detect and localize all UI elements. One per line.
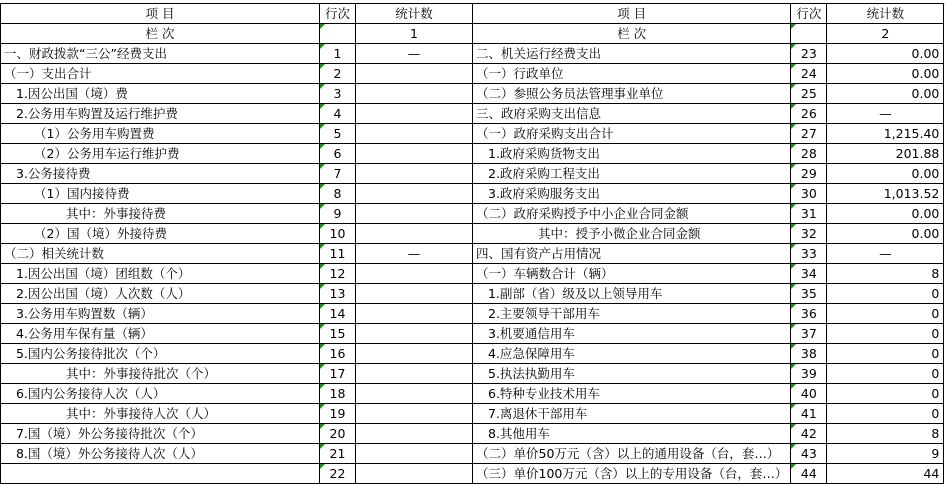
left-row-number: 3	[320, 84, 356, 104]
right-item-name: 3.政府采购服务支出	[473, 184, 791, 204]
right-stat-value: 0	[827, 344, 944, 364]
left-item-name: 3.公务接待费	[1, 164, 320, 184]
left-stat-value	[356, 384, 473, 404]
left-row-number: 16	[320, 344, 356, 364]
header-stat-right: 统计数	[827, 4, 944, 24]
right-row-number: 30	[791, 184, 827, 204]
right-stat-value: 44	[827, 464, 944, 484]
table-row	[1, 364, 944, 384]
left-row-number: 12	[320, 264, 356, 284]
right-row-number: 34	[791, 264, 827, 284]
left-item-name	[1, 464, 320, 484]
right-item-name: （一）行政单位	[473, 64, 791, 84]
right-row-number: 29	[791, 164, 827, 184]
left-item-name: 其中：外事接待人次（人）	[1, 404, 320, 424]
right-row-number: 27	[791, 124, 827, 144]
col-label-left: 栏 次	[1, 24, 320, 44]
left-stat-value: —	[356, 244, 473, 264]
right-row-number: 23	[791, 44, 827, 64]
left-item-name: （1）国内接待费	[1, 184, 320, 204]
table-row	[1, 324, 944, 344]
left-item-name: 1.因公出国（境）团组数（个）	[1, 264, 320, 284]
right-item-name: （二）参照公务员法管理事业单位	[473, 84, 791, 104]
left-row-number: 9	[320, 204, 356, 224]
col-index-left: 1	[356, 24, 473, 44]
left-row-number: 6	[320, 144, 356, 164]
left-row-number: 7	[320, 164, 356, 184]
left-row-number: 5	[320, 124, 356, 144]
table-row	[1, 404, 944, 424]
col-index-rowno-right	[791, 24, 827, 44]
left-item-name: 其中：外事接待费	[1, 204, 320, 224]
header-item-left: 项 目	[1, 4, 320, 24]
left-item-name: 1.因公出国（境）费	[1, 84, 320, 104]
left-stat-value	[356, 424, 473, 444]
table-row	[1, 344, 944, 364]
right-row-number: 26	[791, 104, 827, 124]
left-row-number: 10	[320, 224, 356, 244]
header-item-right: 项 目	[473, 4, 791, 24]
right-item-name: 6.特种专业技术用车	[473, 384, 791, 404]
left-stat-value	[356, 404, 473, 424]
table-row	[1, 224, 944, 244]
right-item-name: 7.离退休干部用车	[473, 404, 791, 424]
right-stat-value: 8	[827, 424, 944, 444]
table-row	[1, 304, 944, 324]
table-row	[1, 384, 944, 404]
left-item-name: 4.公务用车保有量（辆）	[1, 324, 320, 344]
right-row-number: 44	[791, 464, 827, 484]
left-stat-value	[356, 64, 473, 84]
right-row-number: 40	[791, 384, 827, 404]
left-row-number: 2	[320, 64, 356, 84]
right-stat-value: 0.00	[827, 84, 944, 104]
right-row-number: 32	[791, 224, 827, 244]
left-stat-value	[356, 124, 473, 144]
left-stat-value: —	[356, 44, 473, 64]
left-row-number: 13	[320, 284, 356, 304]
left-item-name: （2）公务用车运行维护费	[1, 144, 320, 164]
col-index-rowno-left	[320, 24, 356, 44]
right-item-name: （二）单价50万元（含）以上的通用设备（台，套…）	[473, 444, 791, 464]
right-row-number: 25	[791, 84, 827, 104]
left-item-name: （一）支出合计	[1, 64, 320, 84]
table-row	[1, 444, 944, 464]
right-item-name: 四、国有资产占用情况	[473, 244, 791, 264]
table-row	[1, 244, 944, 264]
right-item-name: （三）单价100万元（含）以上的专用设备（台，套…）	[473, 464, 791, 484]
right-item-name: 1.政府采购货物支出	[473, 144, 791, 164]
left-row-number: 17	[320, 364, 356, 384]
left-item-name: 7.国（境）外公务接待批次（个）	[1, 424, 320, 444]
right-row-number: 39	[791, 364, 827, 384]
header-rowno-right: 行次	[791, 4, 827, 24]
right-row-number: 41	[791, 404, 827, 424]
left-stat-value	[356, 204, 473, 224]
left-stat-value	[356, 344, 473, 364]
col-index-right: 2	[827, 24, 944, 44]
right-stat-value: 0	[827, 324, 944, 344]
left-stat-value	[356, 304, 473, 324]
left-row-number: 20	[320, 424, 356, 444]
table-row	[1, 164, 944, 184]
left-row-number: 19	[320, 404, 356, 424]
left-item-name: 2.因公出国（境）人次数（人）	[1, 284, 320, 304]
left-row-number: 14	[320, 304, 356, 324]
left-item-name: （1）公务用车购置费	[1, 124, 320, 144]
right-item-name: 2.主要领导干部用车	[473, 304, 791, 324]
right-item-name: 5.执法执勤用车	[473, 364, 791, 384]
left-item-name: 6.国内公务接待人次（人）	[1, 384, 320, 404]
right-item-name: 3.机要通信用车	[473, 324, 791, 344]
right-item-name: 二、机关运行经费支出	[473, 44, 791, 64]
right-stat-value: 0	[827, 384, 944, 404]
table-row	[1, 84, 944, 104]
left-stat-value	[356, 164, 473, 184]
right-stat-value: 201.88	[827, 144, 944, 164]
left-row-number: 4	[320, 104, 356, 124]
left-row-number: 11	[320, 244, 356, 264]
right-stat-value: 0	[827, 304, 944, 324]
table-row	[1, 144, 944, 164]
right-row-number: 42	[791, 424, 827, 444]
left-item-name: 2.公务用车购置及运行维护费	[1, 104, 320, 124]
table-row	[1, 264, 944, 284]
right-stat-value: 0	[827, 284, 944, 304]
right-item-name: 8.其他用车	[473, 424, 791, 444]
column-index-row	[1, 24, 944, 44]
right-row-number: 43	[791, 444, 827, 464]
right-row-number: 24	[791, 64, 827, 84]
left-row-number: 1	[320, 44, 356, 64]
left-stat-value	[356, 324, 473, 344]
table-row	[1, 44, 944, 64]
right-item-name: （二）政府采购授予中小企业合同金额	[473, 204, 791, 224]
header-row	[1, 4, 944, 24]
right-stat-value: 1,013.52	[827, 184, 944, 204]
right-row-number: 36	[791, 304, 827, 324]
col-label-right: 栏 次	[473, 24, 791, 44]
left-stat-value	[356, 144, 473, 164]
right-item-name: （一）政府采购支出合计	[473, 124, 791, 144]
right-stat-value: 0	[827, 364, 944, 384]
left-item-name: （2）国（境）外接待费	[1, 224, 320, 244]
right-item-name: 4.应急保障用车	[473, 344, 791, 364]
left-stat-value	[356, 284, 473, 304]
right-item-name: 三、政府采购支出信息	[473, 104, 791, 124]
left-stat-value	[356, 464, 473, 484]
right-stat-value: 8	[827, 264, 944, 284]
left-item-name: 8.国（境）外公务接待人次（人）	[1, 444, 320, 464]
left-item-name: 其中：外事接待批次（个）	[1, 364, 320, 384]
right-stat-value: 9	[827, 444, 944, 464]
right-row-number: 35	[791, 284, 827, 304]
right-stat-value: —	[827, 244, 944, 264]
table-row	[1, 124, 944, 144]
right-stat-value: 0	[827, 404, 944, 424]
stats-table	[0, 3, 944, 484]
left-item-name: （二）相关统计数	[1, 244, 320, 264]
table-row	[1, 284, 944, 304]
right-stat-value: 0.00	[827, 64, 944, 84]
left-row-number: 21	[320, 444, 356, 464]
left-item-name: 一、财政拨款“三公”经费支出	[1, 44, 320, 64]
table-row	[1, 424, 944, 444]
table-row	[1, 64, 944, 84]
left-row-number: 8	[320, 184, 356, 204]
right-stat-value: 0.00	[827, 164, 944, 184]
table-row	[1, 104, 944, 124]
right-row-number: 38	[791, 344, 827, 364]
right-stat-value: 0.00	[827, 204, 944, 224]
header-rowno-left: 行次	[320, 4, 356, 24]
table-row	[1, 204, 944, 224]
right-item-name: 1.副部（省）级及以上领导用车	[473, 284, 791, 304]
left-stat-value	[356, 184, 473, 204]
right-row-number: 33	[791, 244, 827, 264]
left-stat-value	[356, 444, 473, 464]
table-row	[1, 184, 944, 204]
left-row-number: 22	[320, 464, 356, 484]
left-stat-value	[356, 104, 473, 124]
left-stat-value	[356, 224, 473, 244]
right-row-number: 31	[791, 204, 827, 224]
right-stat-value: 0.00	[827, 44, 944, 64]
left-stat-value	[356, 264, 473, 284]
left-stat-value	[356, 84, 473, 104]
right-row-number: 28	[791, 144, 827, 164]
header-stat-left: 统计数	[356, 4, 473, 24]
right-row-number: 37	[791, 324, 827, 344]
left-item-name: 3.公务用车购置数（辆）	[1, 304, 320, 324]
right-item-name: 2.政府采购工程支出	[473, 164, 791, 184]
right-item-name: （一）车辆数合计（辆）	[473, 264, 791, 284]
right-item-name: 其中：授予小微企业合同金额	[473, 224, 791, 244]
table-row	[1, 464, 944, 484]
right-stat-value: 1,215.40	[827, 124, 944, 144]
left-row-number: 18	[320, 384, 356, 404]
left-row-number: 15	[320, 324, 356, 344]
right-stat-value: —	[827, 104, 944, 124]
right-stat-value: 0.00	[827, 224, 944, 244]
left-item-name: 5.国内公务接待批次（个）	[1, 344, 320, 364]
left-stat-value	[356, 364, 473, 384]
